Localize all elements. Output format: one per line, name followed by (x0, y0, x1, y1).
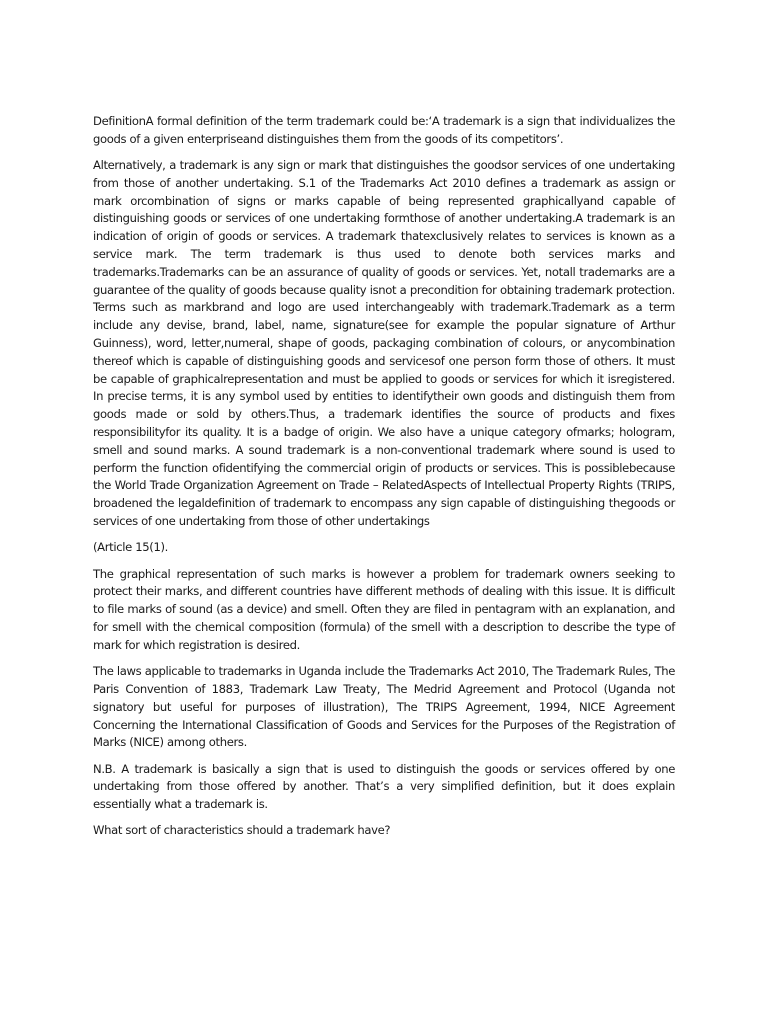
paragraph-note: N.B. A trademark is basically a sign that is used to distinguish the goods or services offered by one undertaking from those offered by another. That’s a very simplified definition, but it does explain essentially what a trademark is. (93, 761, 675, 812)
paragraph-definition: DefinitionA formal definition of the term trademark could be:‘A trademark is a sign that individualizes the goods of a given enterpriseand distinguishes them from the goods of its competitors’. (93, 114, 675, 146)
paragraph-applicable-laws: The laws applicable to trademarks in Uganda include the Trademarks Act 2010, The Trademark Rules, The Paris Convention of 1883, Trademark Law Treaty, The Medrid Agreement and Protocol (Uganda not signatory but useful for purposes of illustration), The TRIPS Agreement, 1994, NICE Agreement Concerning the International Classification of Goods and Services for the Purposes of the Registration of Marks (NICE) among others. (93, 664, 675, 750)
paragraph-graphical-representation: The graphical representation of such marks is however a problem for trademark owners seeking to protect their marks, and different countries have different methods of dealing with this issue. It is difficult to file marks of sound (as a device) and smell. Often they are filed in pentagram with an explanation, and for smell with the chemical composition (formula) of the smell with a description to describe the type of mark for which registration is desired. (93, 566, 675, 652)
paragraph-question: What sort of characteristics should a trademark have? (93, 823, 391, 838)
paragraph-article-reference: (Article 15(1). (93, 540, 169, 555)
document-page (93, 113, 675, 849)
paragraph-alternative-definition: Alternatively, a trademark is any sign or mark that distinguishes the goodsor services of one undertaking from those of another undertaking. S.1 of the Trademarks Act 2010 defines a trademark as assign or mark orcombination of signs or marks capable of being represented graphicallyand capable of distinguishing goods or services of one undertaking formthose of another undertaking.A trademark is an indication of origin of goods or services. A trademark thatexclusively relates to services is known as a service mark. The term trademark is thus used to denote both services marks and trademarks.Trademarks can be an assurance of quality of goods or services. Yet, notall trademarks are a guarantee of the quality of goods because quality isnot a precondition for obtaining trademark protection. Terms such as markbrand and logo are used interchangeably with trademark.Trademark as a term include any devise, brand, label, name, signature(see for example the popular signature of Arthur Guinness), word, letter,numeral, shape of goods, packaging combination of colours, or anycombination thereof which is capable of distinguishing goods and servicesof one person form those of others. It must be capable of graphicalrepresentation and must be applied to goods or services for which it isregistered. In precise terms, it is any symbol used by entities to identifytheir own goods and distinguish them from goods made or sold by others.Thus, a trademark identifies the source of products and fixes responsibilityfor its quality. It is a badge of origin. We also have a unique category ofmarks; hologram, smell and sound marks. A sound trademark is a non-conventional trademark where sound is used to perform the function ofidentifying the commercial origin of products or services. This is possiblebecause the World Trade Organization Agreement on Trade – RelatedAspects of Intellectual Property Rights (TRIPS, broadened the legaldefinition of trademark to encompass any sign capable of distinguishing thegoods or services of one undertaking from those of other undertakings (93, 158, 675, 529)
